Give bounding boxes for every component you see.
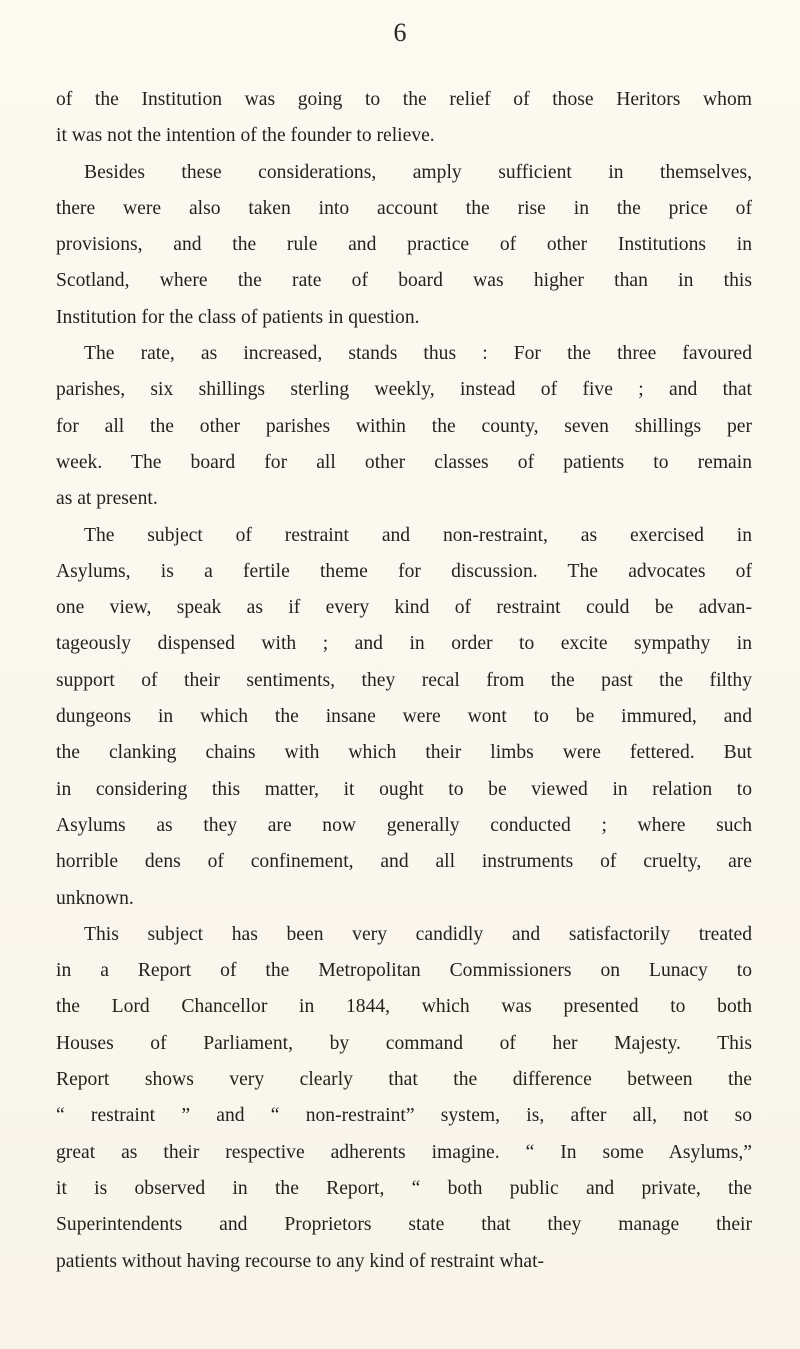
text-line: for all the other parishes within the county, seven shillings per: [56, 415, 752, 437]
text-line: the Lord Chancellor in 1844, which was presented to both: [56, 996, 752, 1018]
text-line: in a Report of the Metropolitan Commissioners on Lunacy to: [56, 960, 752, 982]
text-line: tageously dispensed with ; and in order to excite sympathy in: [56, 633, 752, 655]
text-line: of the Institution was going to the relief of those Heritors whom: [56, 89, 752, 110]
body-text: [56, 82, 752, 1280]
text-line: in considering this matter, it ought to be viewed in relation to: [56, 778, 752, 800]
paragraph: [56, 336, 752, 517]
text-line: Asylums as they are now generally conducted ; where such: [56, 814, 752, 836]
text-line: The rate, as increased, stands thus : For the three favoured: [84, 343, 752, 365]
text-line: parishes, six shillings sterling weekly, instead of five ; and that: [56, 379, 752, 401]
text-line: patients without having recourse to any kind of restraint what-: [56, 1250, 545, 1272]
text-line: horrible dens of confinement, and all instruments of cruelty, are: [56, 851, 752, 873]
text-line: one view, speak as if every kind of restraint could be advan-: [56, 597, 752, 619]
text-line: the clanking chains with which their limbs were fettered. But: [56, 742, 752, 764]
text-line: it is observed in the Report, “ both public and private, the: [56, 1177, 752, 1199]
text-line: The subject of restraint and non-restraint, as exercised in: [84, 524, 752, 546]
text-line: Houses of Parliament, by command of her Majesty. This: [56, 1032, 752, 1054]
page-number: 6: [393, 18, 407, 47]
text-line: Besides these considerations, amply sufficient in themselves,: [84, 161, 752, 183]
paragraph: [56, 917, 752, 1280]
text-line: provisions, and the rule and practice of other Institutions in: [56, 234, 752, 256]
text-line: “ restraint ” and “ non-restraint” system, is, after all, not so: [56, 1105, 752, 1127]
text-line: dungeons in which the insane were wont to be immured, and: [56, 706, 752, 728]
text-line: there were also taken into account the rise in the price of: [56, 197, 752, 219]
text-line: unknown.: [56, 887, 134, 909]
text-line: Report shows very clearly that the difference between the: [56, 1069, 752, 1091]
text-line: Superintendents and Proprietors state that they manage their: [56, 1214, 752, 1236]
text-line: Scotland, where the rate of board was higher than in this: [56, 270, 752, 292]
text-line: support of their sentiments, they recal from the past the filthy: [56, 669, 752, 691]
text-line: Asylums, is a fertile theme for discussion. The advocates of: [56, 560, 752, 582]
text-line: This subject has been very candidly and satisfactorily treated: [84, 923, 752, 945]
paragraph: [56, 518, 752, 917]
text-line: it was not the intention of the founder to relieve.: [56, 125, 435, 147]
text-line: week. The board for all other classes of patients to remain: [56, 451, 752, 473]
text-line: Institution for the class of patients in question.: [56, 306, 420, 328]
paragraph: [56, 155, 752, 336]
text-line: as at present.: [56, 488, 158, 510]
paragraph: [56, 82, 752, 155]
text-line: great as their respective adherents imagine. “ In some Asylums,”: [56, 1141, 752, 1163]
